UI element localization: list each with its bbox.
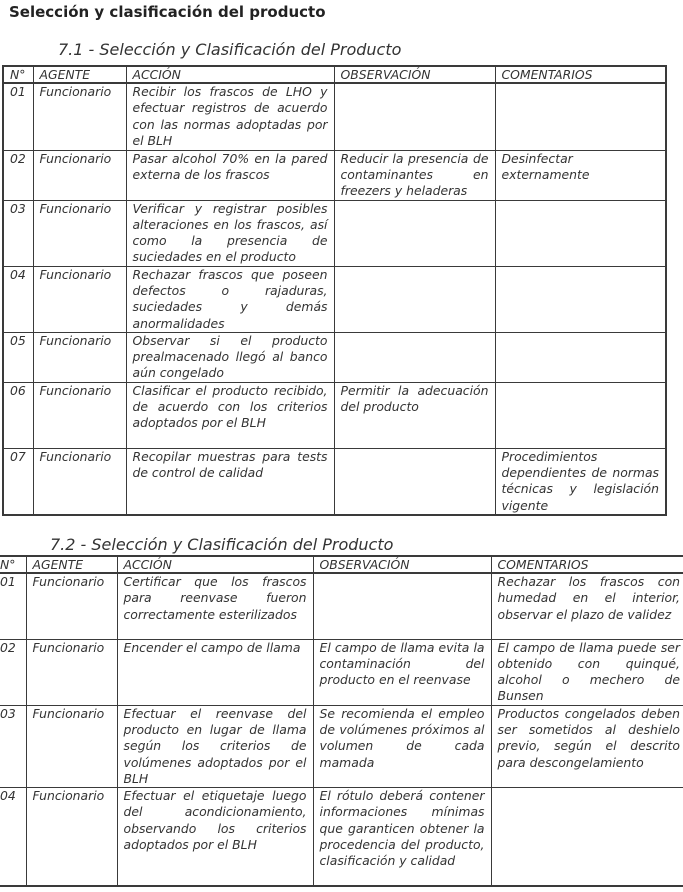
row-accion: Efectuar el reenvase del producto en lugar de llama según los criterios de volúmenes adoptados por el BLH xyxy=(117,705,313,787)
row-comentarios: El campo de llama puede ser obtenido con quinqué, alcohol o mechero de Bunsen xyxy=(491,639,683,705)
row-number: 03 xyxy=(3,200,33,266)
row-agente: Funcionario xyxy=(26,788,117,886)
row-number: 03 xyxy=(0,705,26,787)
row-comentarios: Productos congelados deben ser sometidos al deshielo previo, según el descrito para descongelamiento xyxy=(491,705,683,787)
table-row xyxy=(0,705,683,787)
table-row xyxy=(3,448,666,515)
header-accion: ACCIÓN xyxy=(126,66,334,83)
table-row xyxy=(3,382,666,448)
row-accion: Clasificar el producto recibido, de acuerdo con los criterios adoptados por el BLH xyxy=(126,382,334,448)
section-1-title: 7.1 - Selección y Clasificación del Producto xyxy=(58,40,402,59)
row-comentarios: Rechazar los frascos con humedad en el interior, observar el plazo de validez xyxy=(491,573,683,639)
row-accion: Encender el campo de llama xyxy=(117,639,313,705)
header-comentarios: COMENTARIOS xyxy=(491,556,683,573)
header-number: N° xyxy=(3,66,33,83)
row-observacion: Se recomienda el empleo de volúmenes próximos al volumen de cada mamada xyxy=(313,705,491,787)
row-comentarios: Procedimientos dependientes de normas técnicas y legislación vigente xyxy=(495,448,666,515)
table-row xyxy=(3,332,666,382)
row-agente: Funcionario xyxy=(26,573,117,639)
section-2-table xyxy=(0,555,683,887)
table-row xyxy=(3,200,666,266)
row-agente: Funcionario xyxy=(26,639,117,705)
row-observacion xyxy=(334,83,495,150)
row-accion: Recibir los frascos de LHO y efectuar registros de acuerdo con las normas adoptadas por el BLH xyxy=(126,83,334,150)
row-number: 07 xyxy=(3,448,33,515)
row-number: 04 xyxy=(0,788,26,886)
table-row xyxy=(0,639,683,705)
row-accion: Verificar y registrar posibles alteraciones en los frascos, así como la presencia de suciedades en el producto xyxy=(126,200,334,266)
table-row xyxy=(0,788,683,886)
row-accion: Observar si el producto prealmacenado llegó al banco aún congelado xyxy=(126,332,334,382)
table-row xyxy=(0,573,683,639)
row-observacion: El campo de llama evita la contaminación del producto en el reenvase xyxy=(313,639,491,705)
row-observacion xyxy=(334,266,495,332)
row-accion: Certificar que los frascos para reenvase fueron correctamente esterilizados xyxy=(117,573,313,639)
header-observacion: OBSERVACIÓN xyxy=(334,66,495,83)
row-observacion: Reducir la presencia de contaminantes en freezers y heladeras xyxy=(334,150,495,200)
row-observacion xyxy=(313,573,491,639)
table-header-row xyxy=(0,556,683,573)
header-accion: ACCIÓN xyxy=(117,556,313,573)
row-observacion xyxy=(334,332,495,382)
row-accion: Efectuar el etiquetaje luego del acondicionamiento, observando los criterios adoptados por el BLH xyxy=(117,788,313,886)
row-comentarios xyxy=(491,788,683,886)
row-comentarios xyxy=(495,83,666,150)
row-number: 06 xyxy=(3,382,33,448)
row-comentarios xyxy=(495,382,666,448)
row-agente: Funcionario xyxy=(33,200,126,266)
header-agente: AGENTE xyxy=(33,66,126,83)
row-comentarios xyxy=(495,200,666,266)
row-agente: Funcionario xyxy=(33,266,126,332)
row-agente: Funcionario xyxy=(33,332,126,382)
row-comentarios: Desinfectar externamente xyxy=(495,150,666,200)
section-2-title: 7.2 - Selección y Clasificación del Producto xyxy=(50,535,394,554)
table-row xyxy=(3,266,666,332)
header-observacion: OBSERVACIÓN xyxy=(313,556,491,573)
row-observacion xyxy=(334,448,495,515)
row-agente: Funcionario xyxy=(26,705,117,787)
row-observacion: Permitir la adecuación del producto xyxy=(334,382,495,448)
header-agente: AGENTE xyxy=(26,556,117,573)
row-comentarios xyxy=(495,332,666,382)
row-number: 01 xyxy=(0,573,26,639)
row-number: 02 xyxy=(0,639,26,705)
row-number: 05 xyxy=(3,332,33,382)
row-number: 02 xyxy=(3,150,33,200)
row-agente: Funcionario xyxy=(33,448,126,515)
header-comentarios: COMENTARIOS xyxy=(495,66,666,83)
row-observacion xyxy=(334,200,495,266)
row-comentarios xyxy=(495,266,666,332)
row-agente: Funcionario xyxy=(33,150,126,200)
row-accion: Recopilar muestras para tests de control de calidad xyxy=(126,448,334,515)
row-agente: Funcionario xyxy=(33,83,126,150)
row-accion: Rechazar frascos que poseen defectos o rajaduras, suciedades y demás anormalidades xyxy=(126,266,334,332)
section-1-table xyxy=(2,65,667,516)
row-accion: Pasar alcohol 70% en la pared externa de los frascos xyxy=(126,150,334,200)
row-agente: Funcionario xyxy=(33,382,126,448)
row-number: 04 xyxy=(3,266,33,332)
row-number: 01 xyxy=(3,83,33,150)
row-observacion: El rótulo deberá contener informaciones mínimas que garanticen obtener la procedencia del producto, clasificación y calidad xyxy=(313,788,491,886)
table-row xyxy=(3,150,666,200)
header-number: N° xyxy=(0,556,26,573)
table-row xyxy=(3,83,666,150)
table-header-row xyxy=(3,66,666,83)
page-title: Selección y clasificación del producto xyxy=(9,3,326,21)
